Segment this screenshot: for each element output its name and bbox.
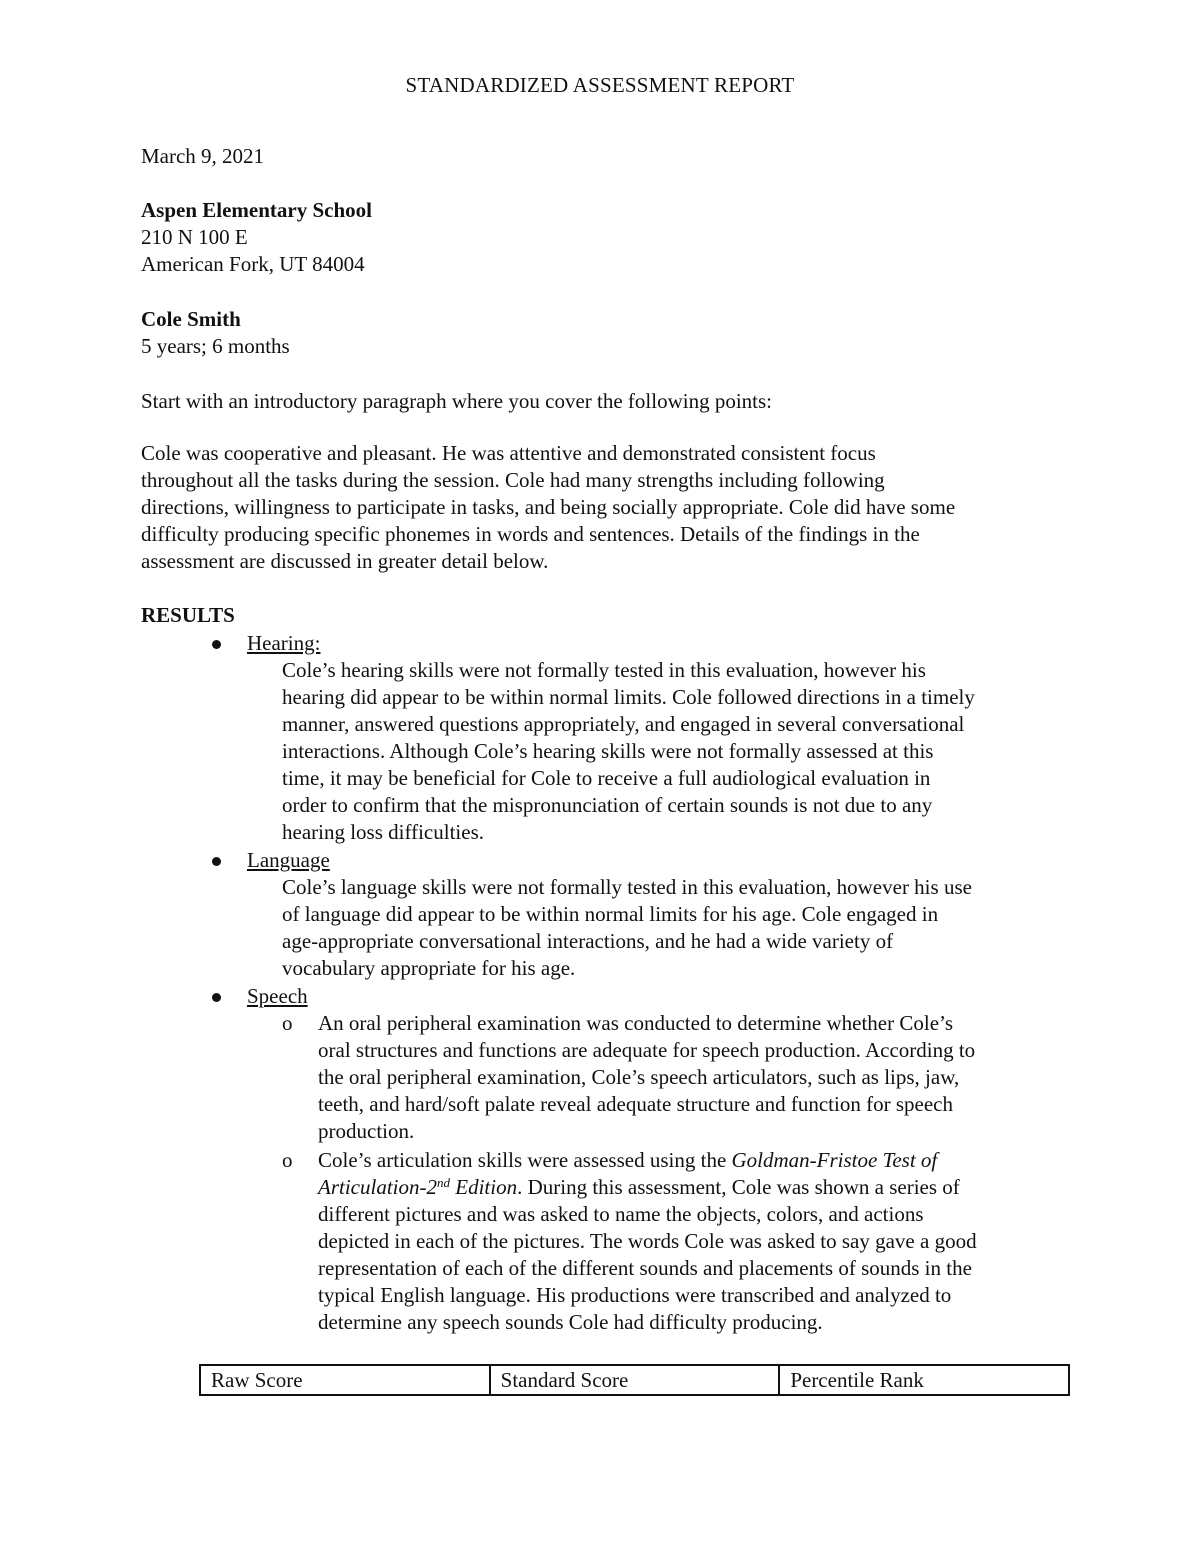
speech-line: production. <box>318 1119 415 1143</box>
report-date: March 9, 2021 <box>141 144 265 168</box>
score-table <box>199 1364 1070 1396</box>
speech-line <box>318 1147 1078 1174</box>
intro-line: assessment are discussed in greater detail below. <box>141 549 549 573</box>
school-address-line2: American Fork, UT 84004 <box>141 252 365 276</box>
school-address-line1: 210 N 100 E <box>141 225 248 249</box>
table-header-row <box>200 1365 1069 1395</box>
language-line: of language did appear to be within normal limits for his age. Cole engaged in <box>282 902 939 926</box>
hearing-line: manner, answered questions appropriately, and engaged in several conversational <box>282 712 965 736</box>
hearing-line: time, it may be beneficial for Cole to receive a full audiological evaluation in <box>282 766 931 790</box>
speech-line: depicted in each of the pictures. The words Cole was asked to say gave a good <box>318 1229 977 1253</box>
speech-line: representation of each of the different sounds and placements of sounds in the <box>318 1256 972 1280</box>
hearing-heading: Hearing: <box>247 631 321 655</box>
speech-item-oral-exam <box>318 1010 1078 1145</box>
speech-text: Cole’s articulation skills were assessed using the <box>318 1148 732 1172</box>
bullet-icon <box>212 640 221 649</box>
sub-bullet-icon: o <box>282 1148 293 1172</box>
intro-paragraph <box>141 440 1071 575</box>
hearing-line: order to confirm that the mispronunciation of certain sounds is not due to any <box>282 793 933 817</box>
school-name: Aspen Elementary School <box>141 198 372 222</box>
language-heading: Language <box>247 848 330 872</box>
table-header-raw-score: Raw Score <box>200 1365 490 1395</box>
hearing-paragraph <box>282 657 1082 846</box>
report-title: STANDARDIZED ASSESSMENT REPORT <box>405 73 795 97</box>
student-age: 5 years; 6 months <box>141 334 290 358</box>
bullet-icon <box>212 993 221 1002</box>
speech-line: teeth, and hard/soft palate reveal adequate structure and function for speech <box>318 1092 953 1116</box>
speech-line: oral structures and functions are adequate for speech production. According to <box>318 1038 976 1062</box>
superscript-text: nd <box>437 1175 450 1190</box>
language-line: age-appropriate conversational interactions, and he had a wide variety of <box>282 929 894 953</box>
table-header-percentile-rank: Percentile Rank <box>779 1365 1069 1395</box>
speech-item-articulation <box>318 1147 1078 1336</box>
student-name: Cole Smith <box>141 307 241 331</box>
test-name-text: Goldman-Fristoe Test of <box>731 1148 938 1172</box>
test-name-text: Edition <box>450 1175 518 1199</box>
speech-heading: Speech <box>247 984 308 1008</box>
hearing-line: Cole’s hearing skills were not formally tested in this evaluation, however his <box>282 658 926 682</box>
speech-line: the oral peripheral examination, Cole’s speech articulators, such as lips, jaw, <box>318 1065 960 1089</box>
speech-line: An oral peripheral examination was conducted to determine whether Cole’s <box>318 1011 954 1035</box>
intro-prompt: Start with an introductory paragraph where you cover the following points: <box>141 389 773 413</box>
bullet-icon <box>212 857 221 866</box>
speech-text: . During this assessment, Cole was shown a series of <box>517 1175 960 1199</box>
intro-line: throughout all the tasks during the session. Cole had many strengths including following <box>141 468 885 492</box>
language-line: Cole’s language skills were not formally tested in this evaluation, however his use <box>282 875 972 899</box>
sub-bullet-icon: o <box>282 1011 293 1035</box>
speech-line: determine any speech sounds Cole had difficulty producing. <box>318 1310 823 1334</box>
intro-line: Cole was cooperative and pleasant. He was attentive and demonstrated consistent focus <box>141 441 876 465</box>
hearing-line: hearing loss difficulties. <box>282 820 484 844</box>
speech-line: different pictures and was asked to name the objects, colors, and actions <box>318 1202 924 1226</box>
table-header-standard-score: Standard Score <box>490 1365 780 1395</box>
intro-line: difficulty producing specific phonemes in words and sentences. Details of the findings in the <box>141 522 920 546</box>
speech-line <box>318 1174 1078 1201</box>
test-name-text: Articulation-2 <box>318 1175 437 1199</box>
language-paragraph <box>282 874 1082 982</box>
results-heading: RESULTS <box>141 603 235 627</box>
hearing-line: interactions. Although Cole’s hearing skills were not formally assessed at this <box>282 739 934 763</box>
hearing-line: hearing did appear to be within normal limits. Cole followed directions in a timely <box>282 685 975 709</box>
language-line: vocabulary appropriate for his age. <box>282 956 576 980</box>
intro-line: directions, willingness to participate in tasks, and being socially appropriate. Cole did have some <box>141 495 956 519</box>
speech-line: typical English language. His productions were transcribed and analyzed to <box>318 1283 952 1307</box>
